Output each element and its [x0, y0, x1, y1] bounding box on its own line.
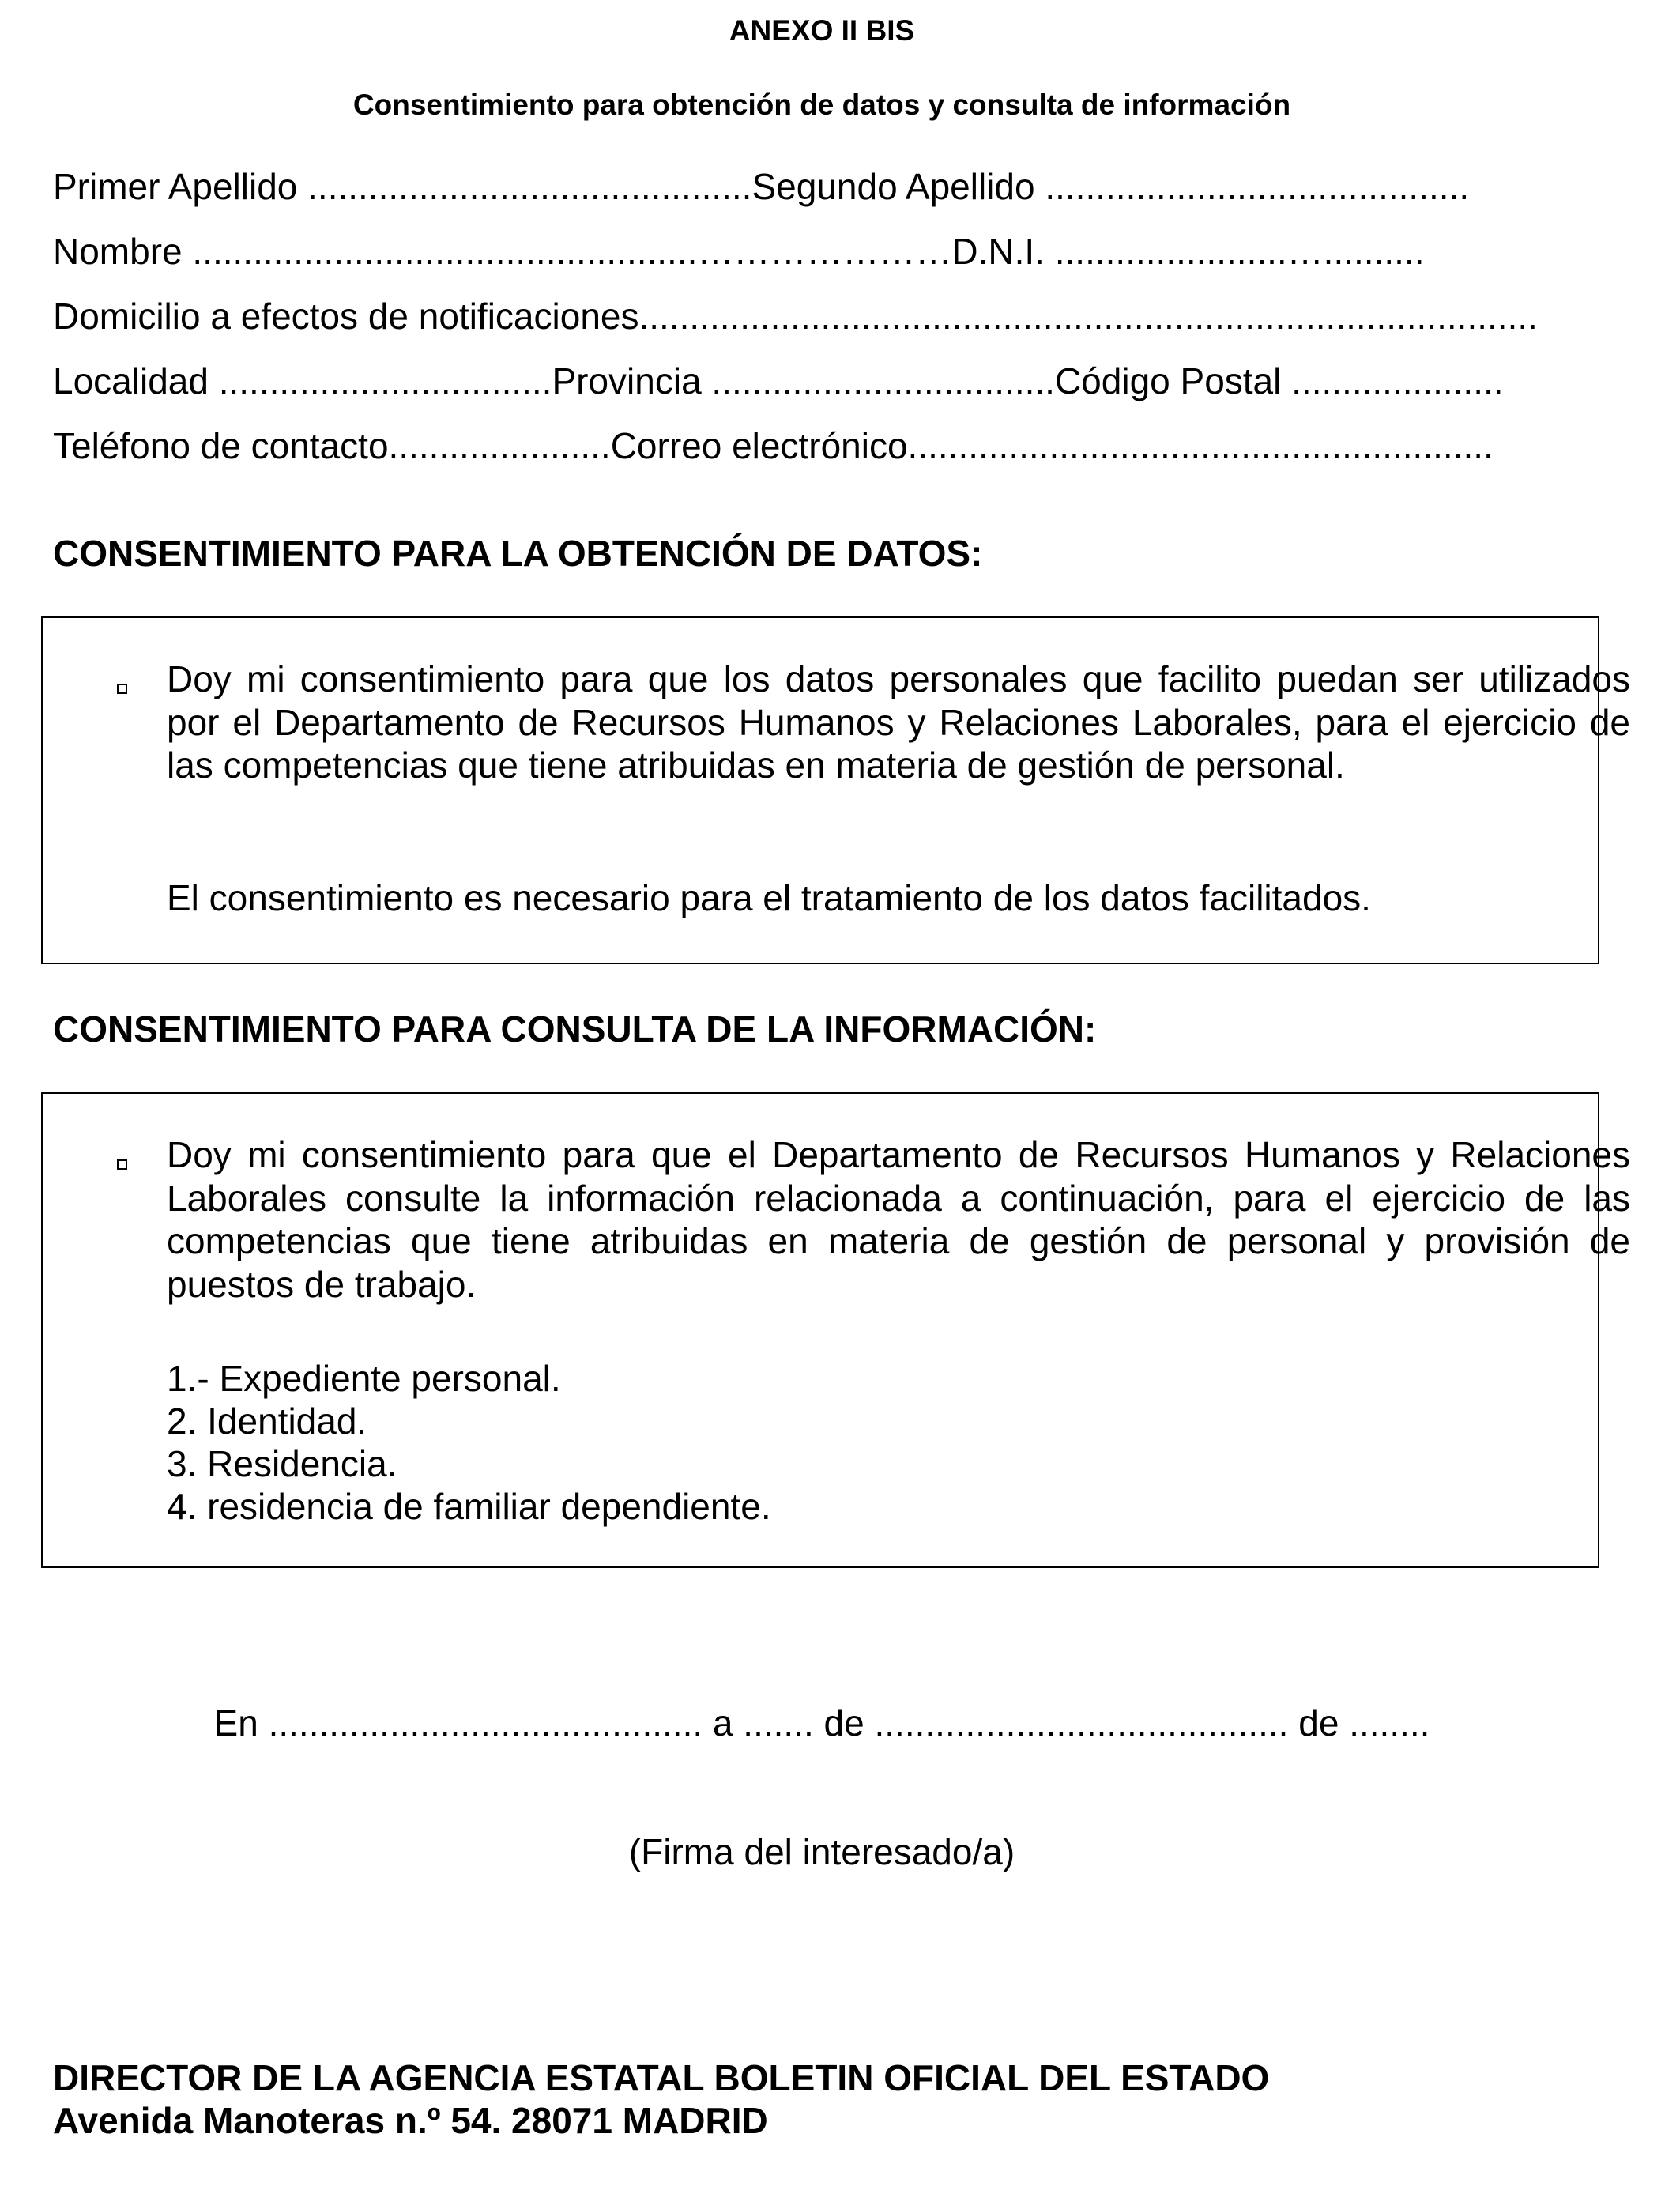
info-consent-checkbox[interactable] [117, 1159, 127, 1170]
contact-fields-line: Teléfono de contacto......................Correo electrónico.......................................................... [53, 425, 1494, 466]
info-consent-paragraph: Doy mi consentimiento para que el Departamento de Recursos Humanos y Relaciones Laborales consulte la información relacionada a continuación, para el ejercicio de las competencias que tiene atribuidas en materia de gestión de personal y provisión de puestos de trabajo. [167, 1134, 1630, 1305]
date-place-line: En ........................................... a ....... de ......................................... de ........ [213, 1702, 1430, 1744]
list-item: 2. Identidad. [167, 1400, 367, 1442]
annex-title: ANEXO II BIS [729, 14, 915, 47]
address-field-line: Domicilio a efectos de notificaciones......................................................................................... [53, 296, 1538, 337]
surname-fields-line: Primer Apellido ............................................Segundo Apellido .......................................... [53, 166, 1470, 207]
list-item: 3. Residencia. [167, 1443, 397, 1484]
data-consent-note: El consentimiento es necesario para el tratamiento de los datos facilitados. [167, 877, 1371, 918]
data-consent-box [41, 616, 1630, 964]
signature-label: (Firma del interesado/a) [628, 1831, 1015, 1872]
section-heading-data-consent: CONSENTIMIENTO PARA LA OBTENCIÓN DE DATOS: [53, 533, 983, 574]
data-consent-checkbox[interactable] [117, 684, 127, 694]
recipient-name: DIRECTOR DE LA AGENCIA ESTATAL BOLETIN OFICIAL DEL ESTADO [53, 2057, 1270, 2098]
data-consent-paragraph: Doy mi consentimiento para que los datos personales que facilito puedan ser utilizados por el Departamento de Recursos Humanos y Relaciones Laborales, para el ejercicio de las competencias que tiene atribuidas en materia de gestión de personal. [167, 658, 1630, 786]
info-consent-box [41, 1092, 1630, 1568]
list-item: 1.- Expediente personal. [167, 1358, 561, 1399]
recipient-address: Avenida Manoteras n.º 54. 28071 MADRID [53, 2100, 768, 2141]
locality-fields-line: Localidad .................................Provincia ..................................Código Postal ..................... [53, 360, 1504, 401]
list-item: 4. residencia de familiar dependiente. [167, 1486, 771, 1527]
section-heading-info-consent: CONSENTIMIENTO PARA CONSULTA DE LA INFORMACIÓN: [53, 1008, 1097, 1050]
name-dni-fields-line: Nombre ..................................................…………………D.N.I. .......................….......... [53, 231, 1425, 272]
document-subtitle: Consentimiento para obtención de datos y consulta de información [352, 89, 1291, 121]
